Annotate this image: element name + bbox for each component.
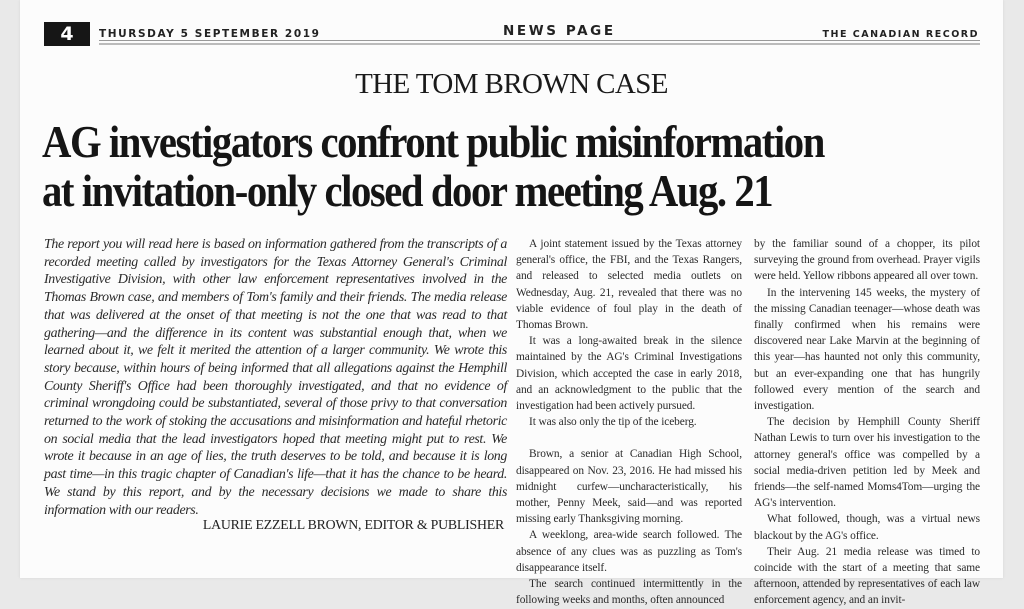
paragraph: The decision by Hemphill County Sheriff Nathan Lewis to turn over his investigation to the attorney general's office was compelled by a social media-driven petition led by Meek and friends—the self-named Moms4Tom—urging the AG's intervention. [754, 416, 980, 510]
paragraph: It was also only the tip of the iceberg. [529, 416, 697, 429]
paragraph: by the familiar sound of a chopper, its pilot surveying the ground from overhead. Prayer vigils were held. Yellow ribbons appeared all over town. [754, 238, 980, 283]
article-kicker: THE TOM BROWN CASE [355, 68, 668, 100]
headline-line: at invitation-only closed door meeting Aug. 21 [42, 166, 773, 216]
section-name: NEWS PAGE [503, 23, 616, 39]
header-rule [99, 40, 980, 41]
article-column-3 [754, 236, 980, 609]
article-headline [42, 118, 902, 216]
newspaper-page [20, 0, 1003, 607]
headline-line: AG investigators confront public misinformation [42, 117, 824, 167]
paragraph: It was a long-awaited break in the silence maintained by the AG's Criminal Investigations Division, which accepted the case in early 2018, and an acknowledgment to the public that the investigation had been actively pursued. [516, 335, 742, 413]
editor-byline: LAURIE EZZELL BROWN, EDITOR & PUBLISHER [202, 517, 504, 532]
editor-note: The report you will read here is based on information gathered from the transcripts of a recorded meeting called by investigators for the Texas Attorney General's Criminal Investigative Division, with other law enforcement representatives involved in the Thomas Brown case, and members of Tom's family and their friends. The media release that was delivered at the onset of that meeting is not the one that was read to that gathering—and the difference in its content was substantial enough that, when we learned about it, we felt it merited the attention of a larger community. We wrote this story because, within hours of being informed that all allegations against the Hemphill County Sheriff's Office had been thoroughly investigated, and that no evidence of criminal wrongdoing could be substantiated, several of those privy to that conversation returned to the work of stoking the accusations and misinformation and hateful rhetoric on social media that the lead investigators hoped that meeting might put to rest. We wrote it because in an age of lies, the truth deserves to be told, and because it is long past time—in this tragic chapter of Canadian's life—that it has the chance to be heard. We stand by this report, and by the necessary decisions we made to share this information with our readers. [44, 237, 507, 518]
paragraph: A joint statement issued by the Texas attorney general's office, the FBI, and the Texas Rangers, and released to selected media outlets on Wednesday, Aug. 21, revealed that there was no viable evidence of foul play in the death of Thomas Brown. [516, 238, 742, 332]
paragraph: The search continued intermittently in the following weeks and months, often announced [516, 578, 742, 607]
paragraph: A weeklong, area-wide search followed. The absence of any clues was as puzzling as Tom's disappearance itself. [516, 529, 742, 574]
paragraph: Brown, a senior at Canadian High School, disappeared on Nov. 23, 2016. He had missed his midnight curfew—uncharacteristically, his mother, Penny Meek, said—and was reported missing early Thanksgiving morning. [516, 448, 742, 526]
paragraph: In the intervening 145 weeks, the mystery of the missing Canadian teenager—whose death was finally confirmed when his remains were discovered near Lake Marvin at the beginning of this year—has haunted not only this community, but an ever-expanding one that has hungrily followed every mention of the search and investigation. [754, 286, 980, 413]
header-rule-thick [99, 43, 980, 45]
issue-date: THURSDAY 5 SEPTEMBER 2019 [99, 28, 321, 40]
page-number: 4 [44, 22, 90, 46]
article-column-2 [516, 236, 742, 608]
publication-name: THE CANADIAN RECORD [822, 29, 979, 40]
paragraph: Their Aug. 21 media release was timed to coincide with the start of a meeting that same afternoon, attended by representatives of each law enforcement agency, and an invit- [754, 545, 980, 607]
paragraph: What followed, though, was a virtual news blackout by the AG's office. [754, 513, 980, 542]
